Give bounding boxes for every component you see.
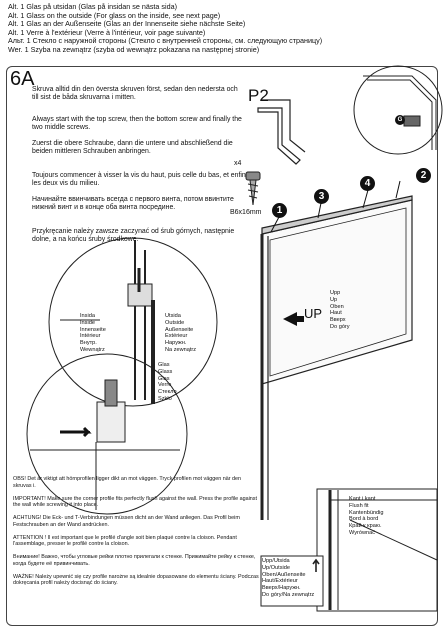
flush-fit-labels xyxy=(349,496,384,537)
screw-quantity: x4 xyxy=(234,160,242,167)
flush-lang: Край к краю. xyxy=(349,523,382,530)
inside-lang: Inside xyxy=(80,319,95,326)
instruction-block xyxy=(32,196,246,213)
glass-lang: Glass xyxy=(158,368,173,375)
glass-lang: Szkło xyxy=(158,395,172,402)
inside-labels xyxy=(80,313,106,354)
glass-lang: Стекло xyxy=(158,389,177,396)
header-line: Alt. 1 Glas an der Außenseite (Glas an der Innenseite siehe nächste Seite) xyxy=(8,20,246,29)
instruction-de: Zuerst die obere Schraube, dann die untere und abschließend die beiden mittleren Schrauben anbringen. xyxy=(32,140,233,156)
inside-lang: Innenseite xyxy=(80,326,106,333)
header-line: Alt. 1 Glass on the outside (For glass on the inside, see next page) xyxy=(8,11,221,20)
instruction-block xyxy=(32,140,246,157)
direction-lang: Haut/Extérieur xyxy=(262,578,298,585)
note-pl: WAŻNE! Należy upewnić się czy profile narożne są idealnie dopasowane do elementu ściany. Podczas dokręcania profil należy docisnąć do ściany. xyxy=(13,573,259,586)
header-line: Wer. 1 Szyba na zewnątrz (szyba od wewnątrz pokazana na następnej stronie) xyxy=(8,45,260,54)
instruction-ru: Начинайте ввинчивать всегда с первого винта, потом ввинтите нижний винт и в конце оба винта посредине. xyxy=(32,196,234,212)
outside-lang: Extérieur xyxy=(165,333,188,340)
instruction-fr: Toujours commencer à visser la vis du haut, puis celle du bas, et enfin les deux vis du milieu. xyxy=(32,172,246,188)
enclosure-top-view-icon xyxy=(354,66,442,154)
note-fr: ATTENTION ! Il est important que le profilé d'angle soit bien plaqué contre la cloison. Pendant l'assemblage, presser le profilé contre la cloison. xyxy=(13,534,237,547)
flush-lang: Kantenbündig xyxy=(349,509,384,516)
outside-lang: Outside xyxy=(165,319,185,326)
inside-lang: Внутр. xyxy=(80,340,97,347)
outside-labels xyxy=(165,313,196,354)
outside-lang: Na zewnątrz xyxy=(165,346,197,353)
note-sv: OBS! Det är viktigt att hörnprofilen ligger dikt an mot väggen. Tryck profilen mot väggen när den skruvas i. xyxy=(13,476,242,489)
glass-labels xyxy=(158,362,177,403)
screw-number-4: 4 xyxy=(360,176,375,191)
corner-tag: G xyxy=(397,117,403,123)
glass-lang: Glas xyxy=(158,375,170,382)
up-lang: Up xyxy=(330,296,338,303)
instruction-block xyxy=(32,228,246,245)
direction-lang: Вверх/Наружн. xyxy=(262,585,301,592)
glass-lang: Verre xyxy=(158,382,172,389)
instruction-block xyxy=(32,116,246,133)
instruction-pl: Przykręcanie należy zawsze zaczynać od śrub górnych, następnie dolne, a na końcu śruby środkowe. xyxy=(32,228,235,244)
press-arrow-icon xyxy=(60,428,88,436)
screw-number-3: 3 xyxy=(314,189,329,204)
up-lang: Oben xyxy=(330,303,344,310)
glass-lang: Glas xyxy=(158,362,170,368)
glass-panel-drawing xyxy=(262,196,412,520)
screw-number-2: 2 xyxy=(416,168,431,183)
note-ru: Внимание! Важно, чтобы угловые рейки плотно прилегали к стенке. Прижимайте рейку к стенке, когда будете её привинчивать. xyxy=(13,554,256,567)
outside-lang: Наружн. xyxy=(165,340,187,347)
instruction-sv: Skruva alltid din den översta skruven först, sedan den nedersta och till sist de båda skruvarna i mitten. xyxy=(32,86,238,102)
screw-size: B6x16mm xyxy=(230,209,262,216)
direction-labels xyxy=(262,558,314,599)
flush-lang: Kant i kant xyxy=(349,496,376,502)
flush-lang: Bord à bord xyxy=(349,516,379,523)
flush-lang: Wyrównać xyxy=(349,529,376,536)
direction-lang: Upp/Utsida xyxy=(262,558,290,564)
inside-lang: Wewnątrz xyxy=(80,346,105,353)
note-de: ACHTUNG! Die Eck- und T-Verbindungen müssen dicht an der Wand anliegen. Das Profil beim Festschrauben an der Wand andrücken. xyxy=(13,515,240,528)
flush-lang: Flush fit xyxy=(349,502,369,509)
outside-lang: Utsida xyxy=(165,313,181,319)
direction-lang: Oben/Außenseite xyxy=(262,571,306,578)
up-label: UP xyxy=(304,306,323,321)
up-lang: Вверх xyxy=(330,317,346,324)
instruction-en: Always start with the top screw, then the bottom screw and finally the two middle screws. xyxy=(32,116,242,132)
up-languages xyxy=(330,290,350,331)
instruction-block xyxy=(32,172,246,189)
note-en: IMPORTANT! Make sure the corner profile fits perfectly flush against the wall. Press the profile against the wall while screwing it into place. xyxy=(13,495,257,508)
header-line: Alt. 1 Glas på utsidan (Glas på insidan se nästa sida) xyxy=(8,3,177,11)
screw-icon xyxy=(246,172,260,205)
inside-lang: Intérieur xyxy=(80,333,101,340)
direction-lang: Do góry/Na zewnątrz xyxy=(262,591,315,598)
inside-lang: Insida xyxy=(80,313,95,319)
screw-number-1: 1 xyxy=(272,203,287,218)
instruction-block xyxy=(32,86,246,103)
up-lang: Haut xyxy=(330,310,342,317)
step-number: 6A xyxy=(10,68,35,90)
profile-label: P2 xyxy=(248,86,269,105)
corner-profile-icon xyxy=(258,100,305,164)
notes-block xyxy=(13,476,261,593)
up-lang: Do góry xyxy=(330,323,350,330)
direction-lang: Up/Outside xyxy=(262,564,290,571)
outside-lang: Außenseite xyxy=(165,326,194,333)
header-line: Alt. 1 Verre à l'extérieur (Verre à l'intérieur, voir page suivante) xyxy=(8,28,206,37)
up-lang: Upp xyxy=(330,290,341,296)
header-line: Альт. 1 Стекло с наружной стороны (Стекло с внутренней стороны, см. следующую страницу) xyxy=(8,37,323,46)
